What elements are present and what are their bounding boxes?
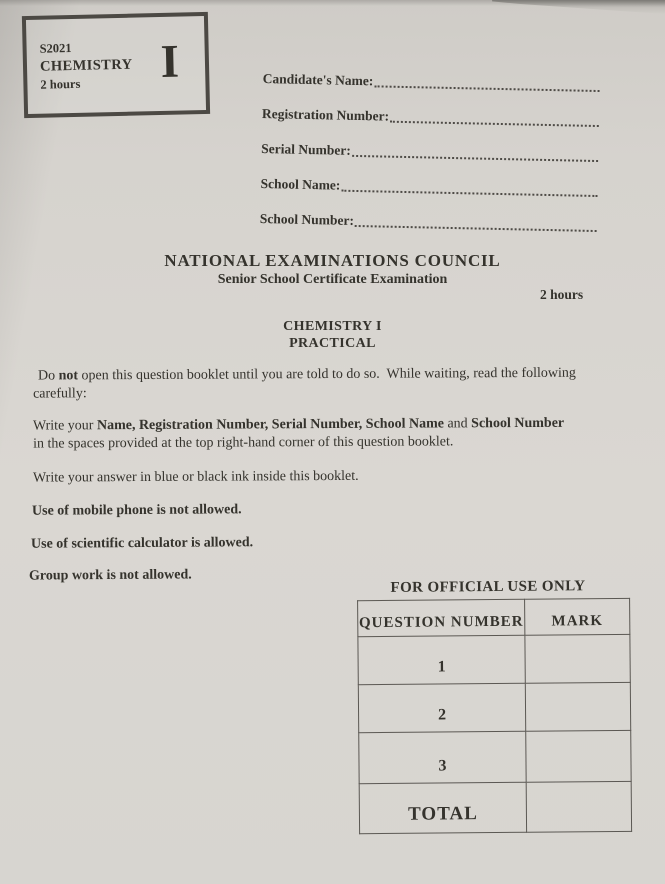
dotted-line — [390, 121, 599, 127]
council-title: NATIONAL EXAMINATIONS COUNCIL — [164, 251, 501, 270]
school-number-field — [260, 206, 598, 235]
paper-type-title: PRACTICAL — [289, 336, 376, 351]
serial-number-field — [261, 136, 599, 165]
paper-duration: 2 hours — [40, 76, 81, 92]
paper-numeral: I — [160, 35, 180, 88]
mark-cell — [526, 730, 631, 782]
exam-code-box — [22, 12, 210, 118]
registration-number-label: Registration Number: — [261, 105, 390, 124]
total-mark-cell — [526, 781, 631, 832]
instruction-paragraph-1 — [33, 364, 633, 402]
duration-note: 2 hours — [540, 287, 584, 302]
official-use-title: FOR OFFICIAL USE ONLY — [390, 578, 586, 596]
mark-cell — [525, 634, 630, 683]
p2-text-bold2: School Number — [471, 415, 565, 432]
dotted-line — [341, 190, 597, 197]
dotted-line — [374, 85, 599, 92]
paper-code: S2021 — [39, 41, 72, 56]
question-number-cell: 3 — [359, 731, 526, 783]
question-number-cell: 2 — [358, 683, 525, 732]
rule-group-work: Group work is not allowed. — [28, 567, 192, 584]
school-number-label: School Number: — [259, 210, 355, 228]
candidate-fields — [259, 66, 601, 248]
dotted-line — [352, 155, 598, 162]
official-use-section — [357, 578, 635, 834]
subject-title: CHEMISTRY I — [283, 319, 382, 334]
question-number-header: QUESTION NUMBER — [358, 599, 525, 636]
candidate-name-field — [263, 66, 601, 95]
scan-edge-shadow-strip — [0, 0, 665, 6]
marks-table-header-row — [358, 598, 630, 636]
total-label-cell: TOTAL — [359, 782, 526, 833]
mark-cell — [525, 682, 630, 731]
mark-header: MARK — [525, 598, 630, 635]
question-number-cell: 1 — [358, 635, 525, 684]
table-row-question-1 — [358, 634, 630, 684]
instruction-paragraph-3 — [33, 466, 633, 487]
registration-number-field — [262, 101, 600, 130]
table-row-question-3 — [359, 730, 631, 783]
subject-header — [0, 318, 665, 352]
p1-text-pre: Do — [37, 368, 59, 384]
p1-text-line2: carefully: — [33, 385, 87, 402]
paper-subject: CHEMISTRY — [39, 56, 133, 75]
exam-code-lines — [26, 38, 133, 94]
rule-calculator: Use of scientific calculator is allowed. — [30, 535, 254, 552]
exam-header — [0, 251, 665, 288]
p3-text: Write your answer in blue or black ink inside this booklet. — [32, 468, 359, 486]
table-row-question-2 — [358, 682, 630, 732]
p1-text-bold: not — [58, 368, 79, 384]
rule-mobile-phone: Use of mobile phone is not allowed. — [31, 502, 242, 519]
p2-text-line2: in the spaces provided at the top right-hand corner of this question booklet. — [33, 433, 454, 452]
school-name-label: School Name: — [260, 175, 341, 193]
p2-text-mid: and — [443, 416, 472, 432]
marks-table — [357, 598, 632, 834]
instruction-paragraph-2 — [33, 414, 633, 452]
exam-title: Senior School Certificate Examination — [217, 272, 448, 287]
dotted-line — [355, 225, 597, 232]
candidate-name-label: Candidate's Name: — [262, 70, 374, 89]
p2-text-pre: Write your — [32, 418, 97, 434]
p2-text-bold1: Name, Registration Number, Serial Number, School Name — [96, 416, 444, 434]
school-name-field — [260, 171, 598, 200]
serial-number-label: Serial Number: — [261, 140, 352, 158]
p1-text-rest: open this question booklet until you are told to do so. While waiting, read the following — [77, 365, 576, 384]
table-row-total — [359, 781, 631, 833]
